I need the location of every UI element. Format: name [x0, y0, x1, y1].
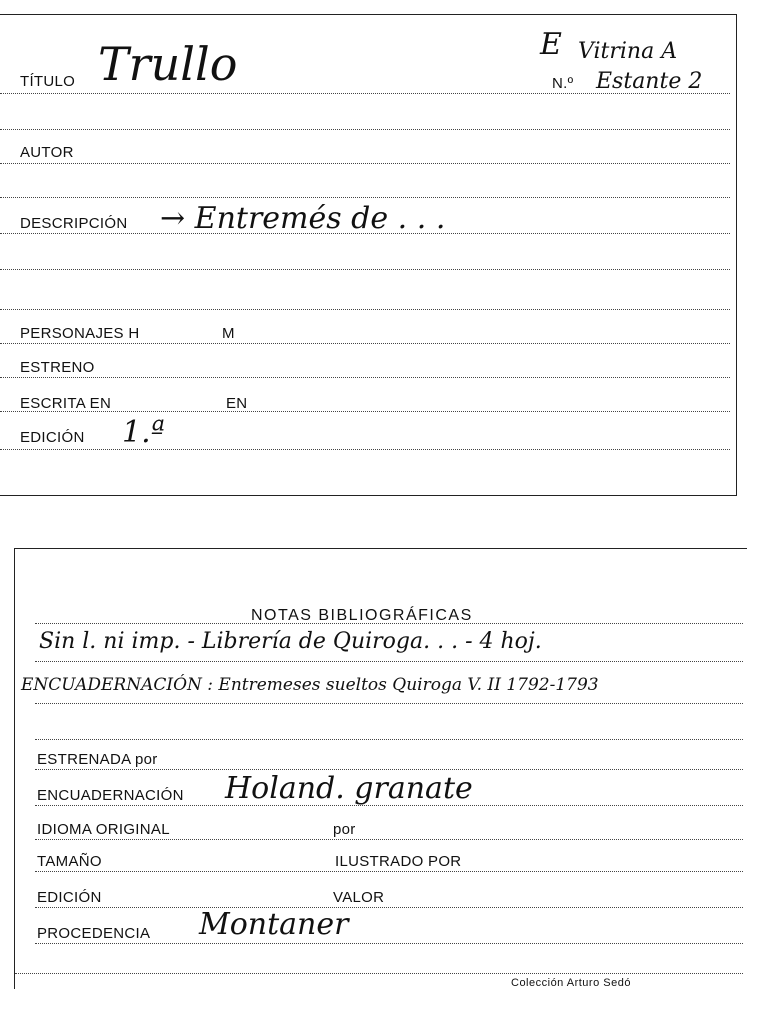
- numero-label: N.º: [552, 75, 574, 92]
- m-label: M: [222, 325, 235, 342]
- edicion-bottom-label: EDICIÓN: [37, 889, 102, 906]
- edicion-label: EDICIÓN: [20, 429, 85, 446]
- vitrina-value: Vitrina A: [578, 39, 678, 64]
- rule: [0, 309, 730, 310]
- tamano-label: TAMAÑO: [37, 853, 102, 870]
- rule: [35, 839, 743, 840]
- notas-heading: NOTAS BIBLIOGRÁFICAS: [251, 607, 473, 624]
- escrita-label: ESCRITA EN: [20, 395, 112, 412]
- personajes-label: PERSONAJES H: [20, 325, 140, 342]
- rule: [35, 739, 743, 740]
- autor-label: AUTOR: [20, 144, 74, 161]
- collection-footer: Colección Arturo Sedó: [511, 977, 631, 989]
- rule: [0, 197, 730, 198]
- rule: [35, 907, 743, 908]
- encuadernacion-label: ENCUADERNACIÓN: [37, 787, 184, 804]
- rule: [0, 163, 730, 164]
- rule: [35, 623, 743, 624]
- rule: [0, 343, 730, 344]
- catalog-card-top: [0, 14, 737, 496]
- rule: [0, 129, 730, 130]
- procedencia-label: PROCEDENCIA: [37, 925, 151, 942]
- titulo-label: TÍTULO: [20, 73, 76, 90]
- note-line-1: Sin l. ni imp. - Librería de Quiroga. . . - 4 hoj.: [39, 629, 542, 654]
- rule: [35, 943, 743, 944]
- descripcion-label: DESCRIPCIÓN: [20, 215, 128, 232]
- idioma-label: IDIOMA ORIGINAL: [37, 821, 170, 838]
- catalog-card-bottom: [14, 548, 747, 989]
- en-label: EN: [226, 395, 248, 412]
- location-letter: E: [540, 27, 562, 62]
- estreno-label: ESTRENO: [20, 359, 95, 376]
- rule: [35, 871, 743, 872]
- rule: [15, 973, 743, 974]
- rule: [35, 805, 743, 806]
- procedencia-value: Montaner: [199, 907, 349, 942]
- estrenada-label: ESTRENADA por: [37, 751, 158, 768]
- titulo-value: Trullo: [98, 37, 238, 91]
- descripcion-value: → Entremés de . . .: [160, 201, 446, 236]
- estante-value: Estante 2: [596, 69, 703, 94]
- encuadernacion-value: Holand. granate: [225, 771, 473, 806]
- por-label: por: [333, 821, 356, 838]
- rule: [0, 377, 730, 378]
- rule: [0, 449, 730, 450]
- edicion-value: 1.ª: [122, 415, 165, 450]
- rule: [35, 703, 743, 704]
- ilustrado-label: ILUSTRADO POR: [335, 853, 462, 870]
- valor-label: VALOR: [333, 889, 385, 906]
- rule: [0, 269, 730, 270]
- note-line-2: ENCUADERNACIÓN : Entremeses sueltos Quiroga V. II 1792-1793: [21, 675, 599, 695]
- rule: [35, 661, 743, 662]
- rule: [35, 769, 743, 770]
